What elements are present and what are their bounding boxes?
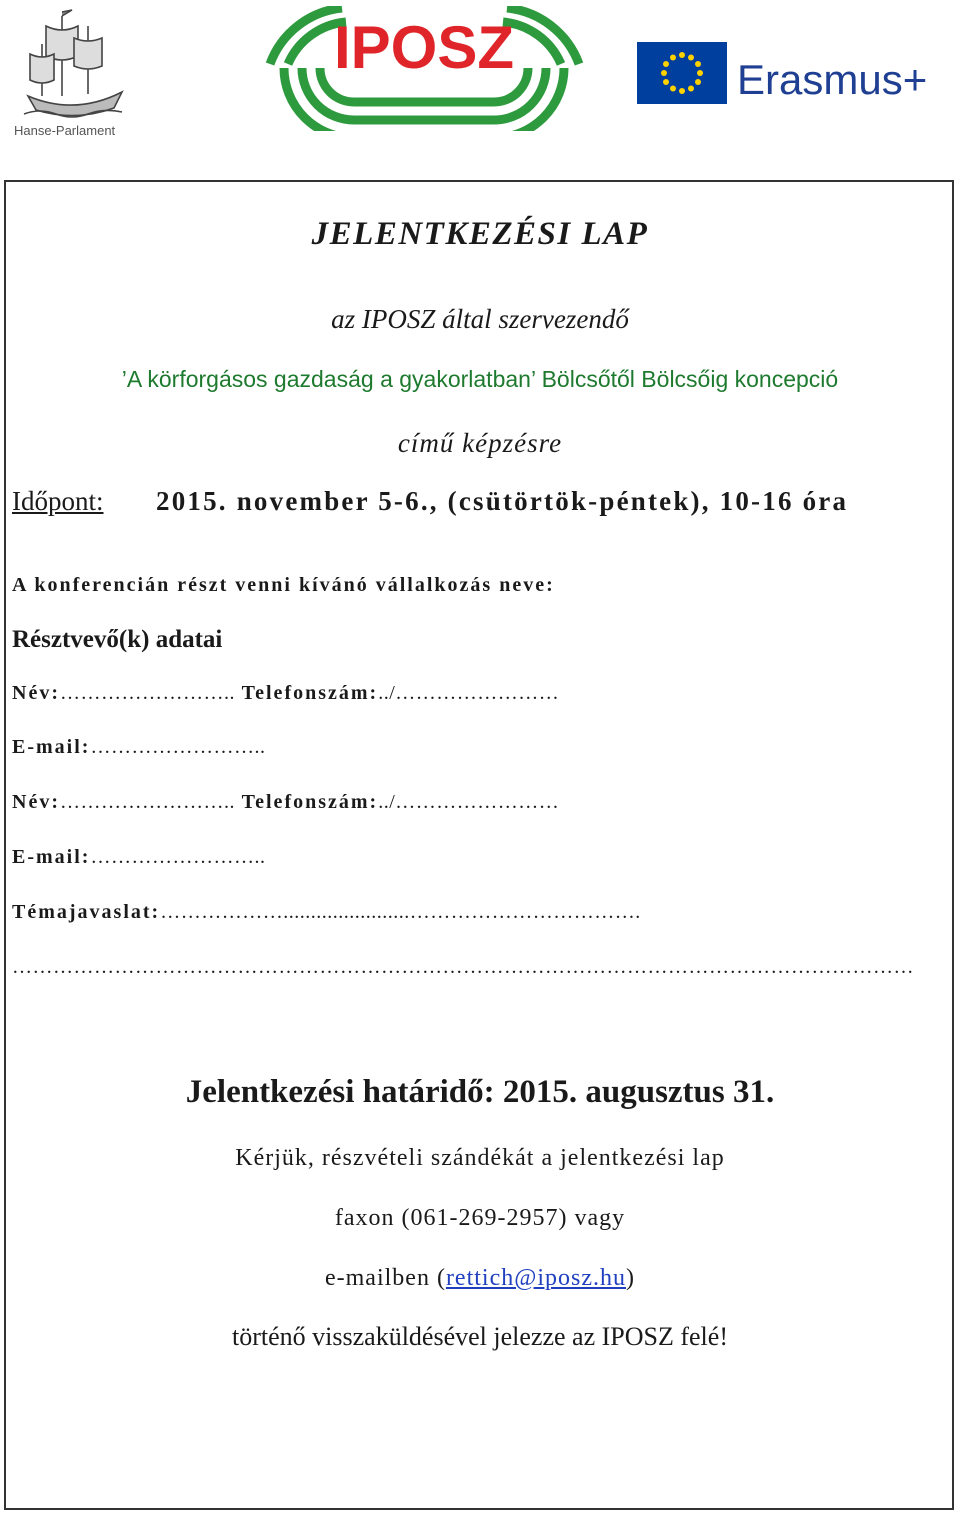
company-name-label: A konferencián részt venni kívánó vállalkozás neve: (12, 574, 555, 596)
phone-label: Telefonszám: (234, 791, 379, 813)
iposz-wordmark: IPOSZ (333, 14, 515, 81)
email-blank[interactable]: …………………….. (90, 736, 266, 758)
participant-2-name-phone-row[interactable] (12, 791, 559, 814)
phone-blank[interactable]: ../…………………… (378, 682, 560, 704)
hanse-parlament-logo (10, 4, 140, 144)
note-line-3-email (0, 1265, 960, 1292)
ship-icon (10, 4, 140, 144)
topic-suggestion-row[interactable] (12, 901, 641, 924)
topic-label: Témajavaslat: (12, 901, 161, 923)
name-blank[interactable]: …………………….. (59, 682, 235, 704)
topic-blank-line-2[interactable]: …………………………………………………………………………………………………………………… (12, 956, 914, 978)
date-value: 2015. november 5-6., (csütörtök-péntek), 10-16 óra (156, 486, 849, 516)
name-label: Név: (12, 791, 60, 813)
phone-label: Telefonszám: (234, 682, 379, 704)
email-label: E-mail: (12, 846, 91, 868)
note-line-2-fax: faxon (061-269-2957) vagy (334, 1205, 626, 1231)
note-line-4: történő visszaküldésével jelezze az IPOSZ felé! (232, 1322, 728, 1351)
note-line-1: Kérjük, részvételi szándékát a jelentkezési lap (235, 1145, 725, 1171)
participant-1-name-phone-row[interactable] (12, 682, 559, 705)
name-blank[interactable]: …………………….. (59, 791, 235, 813)
name-label: Név: (12, 682, 60, 704)
phone-blank[interactable]: ../…………………… (378, 791, 560, 813)
course-title: ’A körforgásos gazdaság a gyakorlatban’ Bölcsőtől Bölcsőig koncepció (121, 366, 839, 392)
iposz-logo (262, 6, 587, 131)
topic-suggestion-continuation[interactable] (12, 956, 914, 979)
date-label: Időpont: (12, 486, 104, 516)
email-label: E-mail: (12, 736, 91, 758)
course-suffix: című képzésre (397, 428, 563, 458)
eu-flag-icon (637, 42, 727, 104)
email-blank[interactable]: …………………….. (90, 846, 266, 868)
erasmus-plus-logo (637, 42, 937, 110)
topic-blank[interactable]: ……………….......................……………………………. (160, 901, 641, 923)
email-suffix: ) (626, 1265, 635, 1291)
hanse-caption: Hanse-Parlament (14, 123, 116, 138)
participant-1-email-row[interactable] (12, 736, 265, 759)
erasmus-wordmark: Erasmus+ (737, 56, 928, 103)
registration-deadline: Jelentkezési határidő: 2015. augusztus 31. (185, 1074, 775, 1110)
email-prefix: e-mailben ( (324, 1265, 446, 1291)
form-subtitle: az IPOSZ által szervezendő (331, 304, 629, 334)
form-title: JELENTKEZÉSI LAP (311, 216, 649, 252)
participant-2-email-row[interactable] (12, 846, 265, 869)
participants-heading: Résztvevő(k) adatai (12, 626, 223, 653)
email-link[interactable]: rettich@iposz.hu (445, 1265, 626, 1291)
